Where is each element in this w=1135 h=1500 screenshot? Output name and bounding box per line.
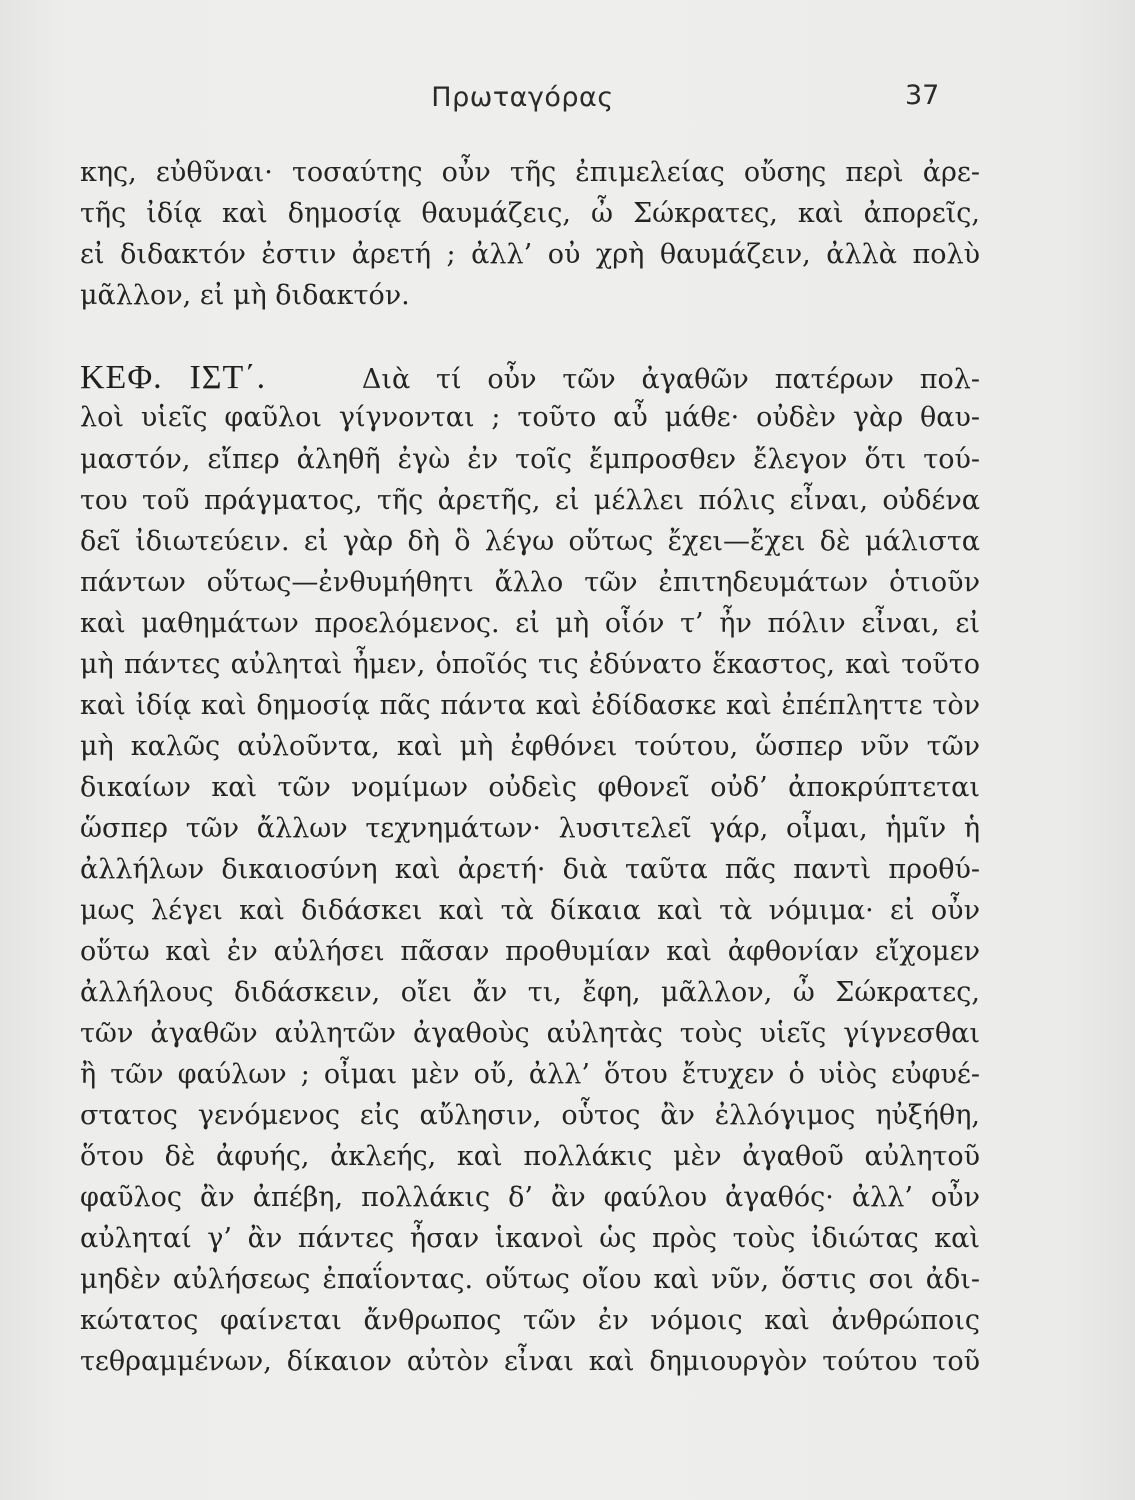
text-line: αὐληταί γ’ ἂν πάντες ἦσαν ἱκανοὶ ὡς πρὸς τοὺς ἰδιώτας καὶ	[80, 1223, 980, 1254]
text-line: οὕτω καὶ ἐν αὐλήσει πᾶσαν προθυμίαν καὶ ἀφθονίαν εἴχομεν	[80, 936, 980, 967]
text-line: ἢ τῶν φαύλων ; οἶμαι μὲν οὔ, ἀλλ’ ὅτου ἔτυχεν ὁ υἱὸς εὐφυέ-	[80, 1059, 980, 1090]
text-line: μὴ καλῶς αὐλοῦντα, καὶ μὴ ἐφθόνει τούτου, ὥσπερ νῦν τῶν	[80, 731, 980, 762]
text-line: εἰ διδακτόν ἐστιν ἀρετή ; ἀλλ’ οὐ χρὴ θαυμάζειν, ἀλλὰ πολὺ	[80, 239, 980, 270]
text-line: ἀλλήλων δικαιοσύνη καὶ ἀρετή· διὰ ταῦτα πᾶς παντὶ προθύ-	[80, 854, 980, 885]
chapter-first-line	[80, 358, 980, 398]
chapter-heading: ΚΕΦ. ΙΣΤ΄.	[80, 359, 267, 396]
text-line: καὶ μαθημάτων προελόμενος. εἰ μὴ οἷόν τ’ ἦν πόλιν εἶναι, εἰ	[80, 608, 980, 639]
text-line: κης, εὐθῦναι· τοσαύτης οὖν τῆς ἐπιμελείας οὔσης περὶ ἀρε-	[80, 157, 980, 188]
text-line: κώτατος φαίνεται ἄνθρωπος τῶν ἐν νόμοις καὶ ἀνθρώποις	[80, 1305, 980, 1336]
text-line: πάντων οὕτως—ἐνθυμήθητι ἄλλο τῶν ἐπιτηδευμάτων ὁτιοῦν	[80, 567, 980, 598]
text-line: φαῦλος ἂν ἀπέβη, πολλάκις δ’ ἂν φαύλου ἀγαθός· ἀλλ’ οὖν	[80, 1182, 980, 1213]
page-number: 37	[905, 80, 940, 111]
text-line: τῶν ἀγαθῶν αὐλητῶν ἀγαθοὺς αὐλητὰς τοὺς υἱεῖς γίγνεσθαι	[80, 1018, 980, 1049]
text-line: μᾶλλον, εἰ μὴ διδακτόν.	[80, 280, 410, 311]
running-title: Πρωταγόρας	[431, 82, 614, 113]
text-line: μηδὲν αὐλήσεως ἐπαΐοντας. οὕτως οἴου καὶ νῦν, ὅστις σοι ἀδι-	[80, 1264, 980, 1295]
text-line: τῆς ἰδίᾳ καὶ δημοσίᾳ θαυμάζεις, ὦ Σώκρατες, καὶ ἀπορεῖς,	[80, 198, 980, 229]
text-line: καὶ ἰδίᾳ καὶ δημοσίᾳ πᾶς πάντα καὶ ἐδίδασκε καὶ ἐπέπληττε τὸν	[80, 690, 980, 721]
text-line: ὅτου δὲ ἀφυής, ἀκλεής, καὶ πολλάκις μὲν ἀγαθοῦ αὐλητοῦ	[80, 1141, 980, 1172]
text-line: στατος γενόμενος εἰς αὔλησιν, οὗτος ἂν ἐλλόγιμος ηὐξήθη,	[80, 1100, 980, 1131]
text-line: ὥσπερ τῶν ἄλλων τεχνημάτων· λυσιτελεῖ γάρ, οἶμαι, ἡμῖν ἡ	[80, 813, 980, 844]
text-line: δεῖ ἰδιωτεύειν. εἰ γὰρ δὴ ὃ λέγω οὕτως ἔχει—ἔχει δὲ μάλιστα	[80, 526, 980, 557]
text-line: του τοῦ πράγματος, τῆς ἀρετῆς, εἰ μέλλει πόλις εἶναι, οὐδένα	[80, 485, 980, 516]
text-line: τεθραμμένων, δίκαιον αὐτὸν εἶναι καὶ δημιουργὸν τούτου τοῦ	[80, 1346, 980, 1377]
text-line: μαστόν, εἴπερ ἀληθῆ ἐγὼ ἐν τοῖς ἔμπροσθεν ἔλεγον ὅτι τού-	[80, 444, 980, 475]
text-line: ἀλλήλους διδάσκειν, οἴει ἄν τι, ἔφη, μᾶλλον, ὦ Σώκρατες,	[80, 977, 980, 1008]
chapter-first-line-text: Διὰ τί οὖν τῶν ἀγαθῶν πατέρων πολ-	[361, 364, 980, 395]
text-line: μὴ πάντες αὐληταὶ ἦμεν, ὁποῖός τις ἐδύνατο ἕκαστος, καὶ τοῦτο	[80, 649, 980, 680]
text-line: μως λέγει καὶ διδάσκει καὶ τὰ δίκαια καὶ τὰ νόμιμα· εἰ οὖν	[80, 895, 980, 926]
text-line: λοὶ υἱεῖς φαῦλοι γίγνονται ; τοῦτο αὖ μάθε· οὐδὲν γὰρ θαυ-	[80, 402, 980, 433]
text-line: δικαίων καὶ τῶν νομίμων οὐδεὶς φθονεῖ οὐδ’ ἀποκρύπτεται	[80, 772, 980, 803]
